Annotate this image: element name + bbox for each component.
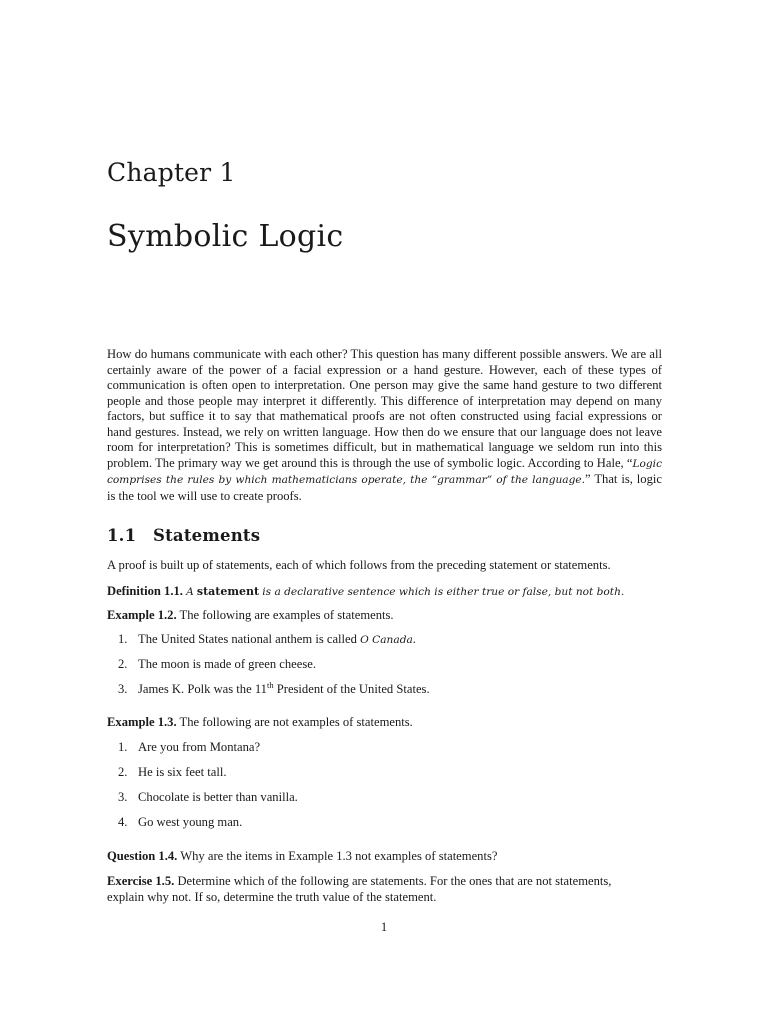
list-item [118, 631, 416, 648]
definition-term: statement [196, 585, 260, 598]
list-item-sup: th [266, 679, 274, 690]
page-number: 1 [380, 920, 388, 934]
list-item-number: 4. [118, 815, 128, 829]
list-item-text: The United States national anthem is called [138, 632, 361, 646]
section-heading [107, 525, 260, 547]
example-1-2-text: The following are examples of statements. [179, 608, 394, 622]
list-item [118, 739, 260, 755]
intro-text: How do humans communicate with each other? This question has many different possible answers. We are all certainly aware of the power of a facial expression or a hand gesture. However, each of these types of communication is often open to interpretation. One person may give the same hand gesture to two different people and those people may interpret it differently. This difference of interpretation may depend on many factors, but suffice it to say that mathematical proofs are not often constructed using facial expressions or hand gestures. Instead, we rely on written language. How then do we ensure that our language does not leave room for interpretation? This is sometimes difficult, but in mathematical language we seldom run into this problem. The primary way we get around this is through the use of symbolic logic. According to Hale, “ [107, 347, 662, 470]
list-item-text: Chocolate is better than vanilla. [138, 790, 298, 804]
question-text: Why are the items in Example 1.3 not examples of statements? [180, 849, 498, 863]
list-item-number: 2. [118, 657, 128, 671]
list-item-number: 1. [118, 632, 128, 646]
list-item [118, 814, 242, 830]
list-item-after: President of the United States. [273, 682, 430, 696]
list-item-number: 1. [118, 740, 128, 754]
list-item-after: . [412, 632, 416, 646]
list-item [118, 656, 316, 672]
question-label: Question 1.4. [107, 849, 178, 863]
list-item-text: James K. Polk was the 11 [138, 682, 267, 696]
definition-text-b: is a declarative sentence which is either true or false, but not both. [262, 586, 625, 598]
example-1-3-text: The following are not examples of statements. [179, 715, 413, 729]
exercise-label: Exercise 1.5. [107, 874, 175, 888]
list-item [118, 681, 430, 697]
section-number: 1.1 [107, 526, 137, 545]
list-item [118, 764, 226, 780]
list-item [118, 789, 298, 805]
exercise-text: Determine which of the following are statements. For the ones that are not statements, [177, 874, 612, 888]
list-item-number: 2. [118, 765, 128, 779]
section-title: Statements [153, 526, 261, 545]
exercise-continued: explain why not. If so, determine the truth value of the statement. [107, 890, 437, 904]
chapter-title: Symbolic Logic [107, 219, 344, 254]
intro-paragraph [107, 347, 662, 504]
list-item-text: The moon is made of green cheese. [138, 657, 316, 671]
definition-label: Definition 1.1. [107, 584, 183, 598]
exercise [107, 873, 667, 889]
list-item-number: 3. [118, 682, 128, 696]
example-1-3-label: Example 1.3. [107, 715, 177, 729]
list-item-text: He is six feet tall. [138, 765, 227, 779]
intro-text-end: ” That is, logic is the tool we will use to create proofs. [107, 472, 662, 503]
list-item-italic: O Canada [360, 634, 413, 646]
list-item-text: Are you from Montana? [138, 740, 261, 754]
list-item-text: Go west young man. [138, 815, 243, 829]
definition-text-a: A [186, 586, 194, 598]
chapter-label: Chapter 1 [107, 158, 236, 187]
intro-quote: Logic comprises the rules by which mathematicians operate, the “grammar” of the language. [107, 457, 662, 486]
question [107, 848, 667, 864]
section-intro: A proof is built up of statements, each of which follows from the preceding statement or statements. [107, 558, 611, 572]
example-1-2-label: Example 1.2. [107, 608, 177, 622]
example-1-2 [107, 607, 667, 623]
definition [107, 583, 667, 600]
example-1-3 [107, 714, 667, 730]
list-item-number: 3. [118, 790, 128, 804]
